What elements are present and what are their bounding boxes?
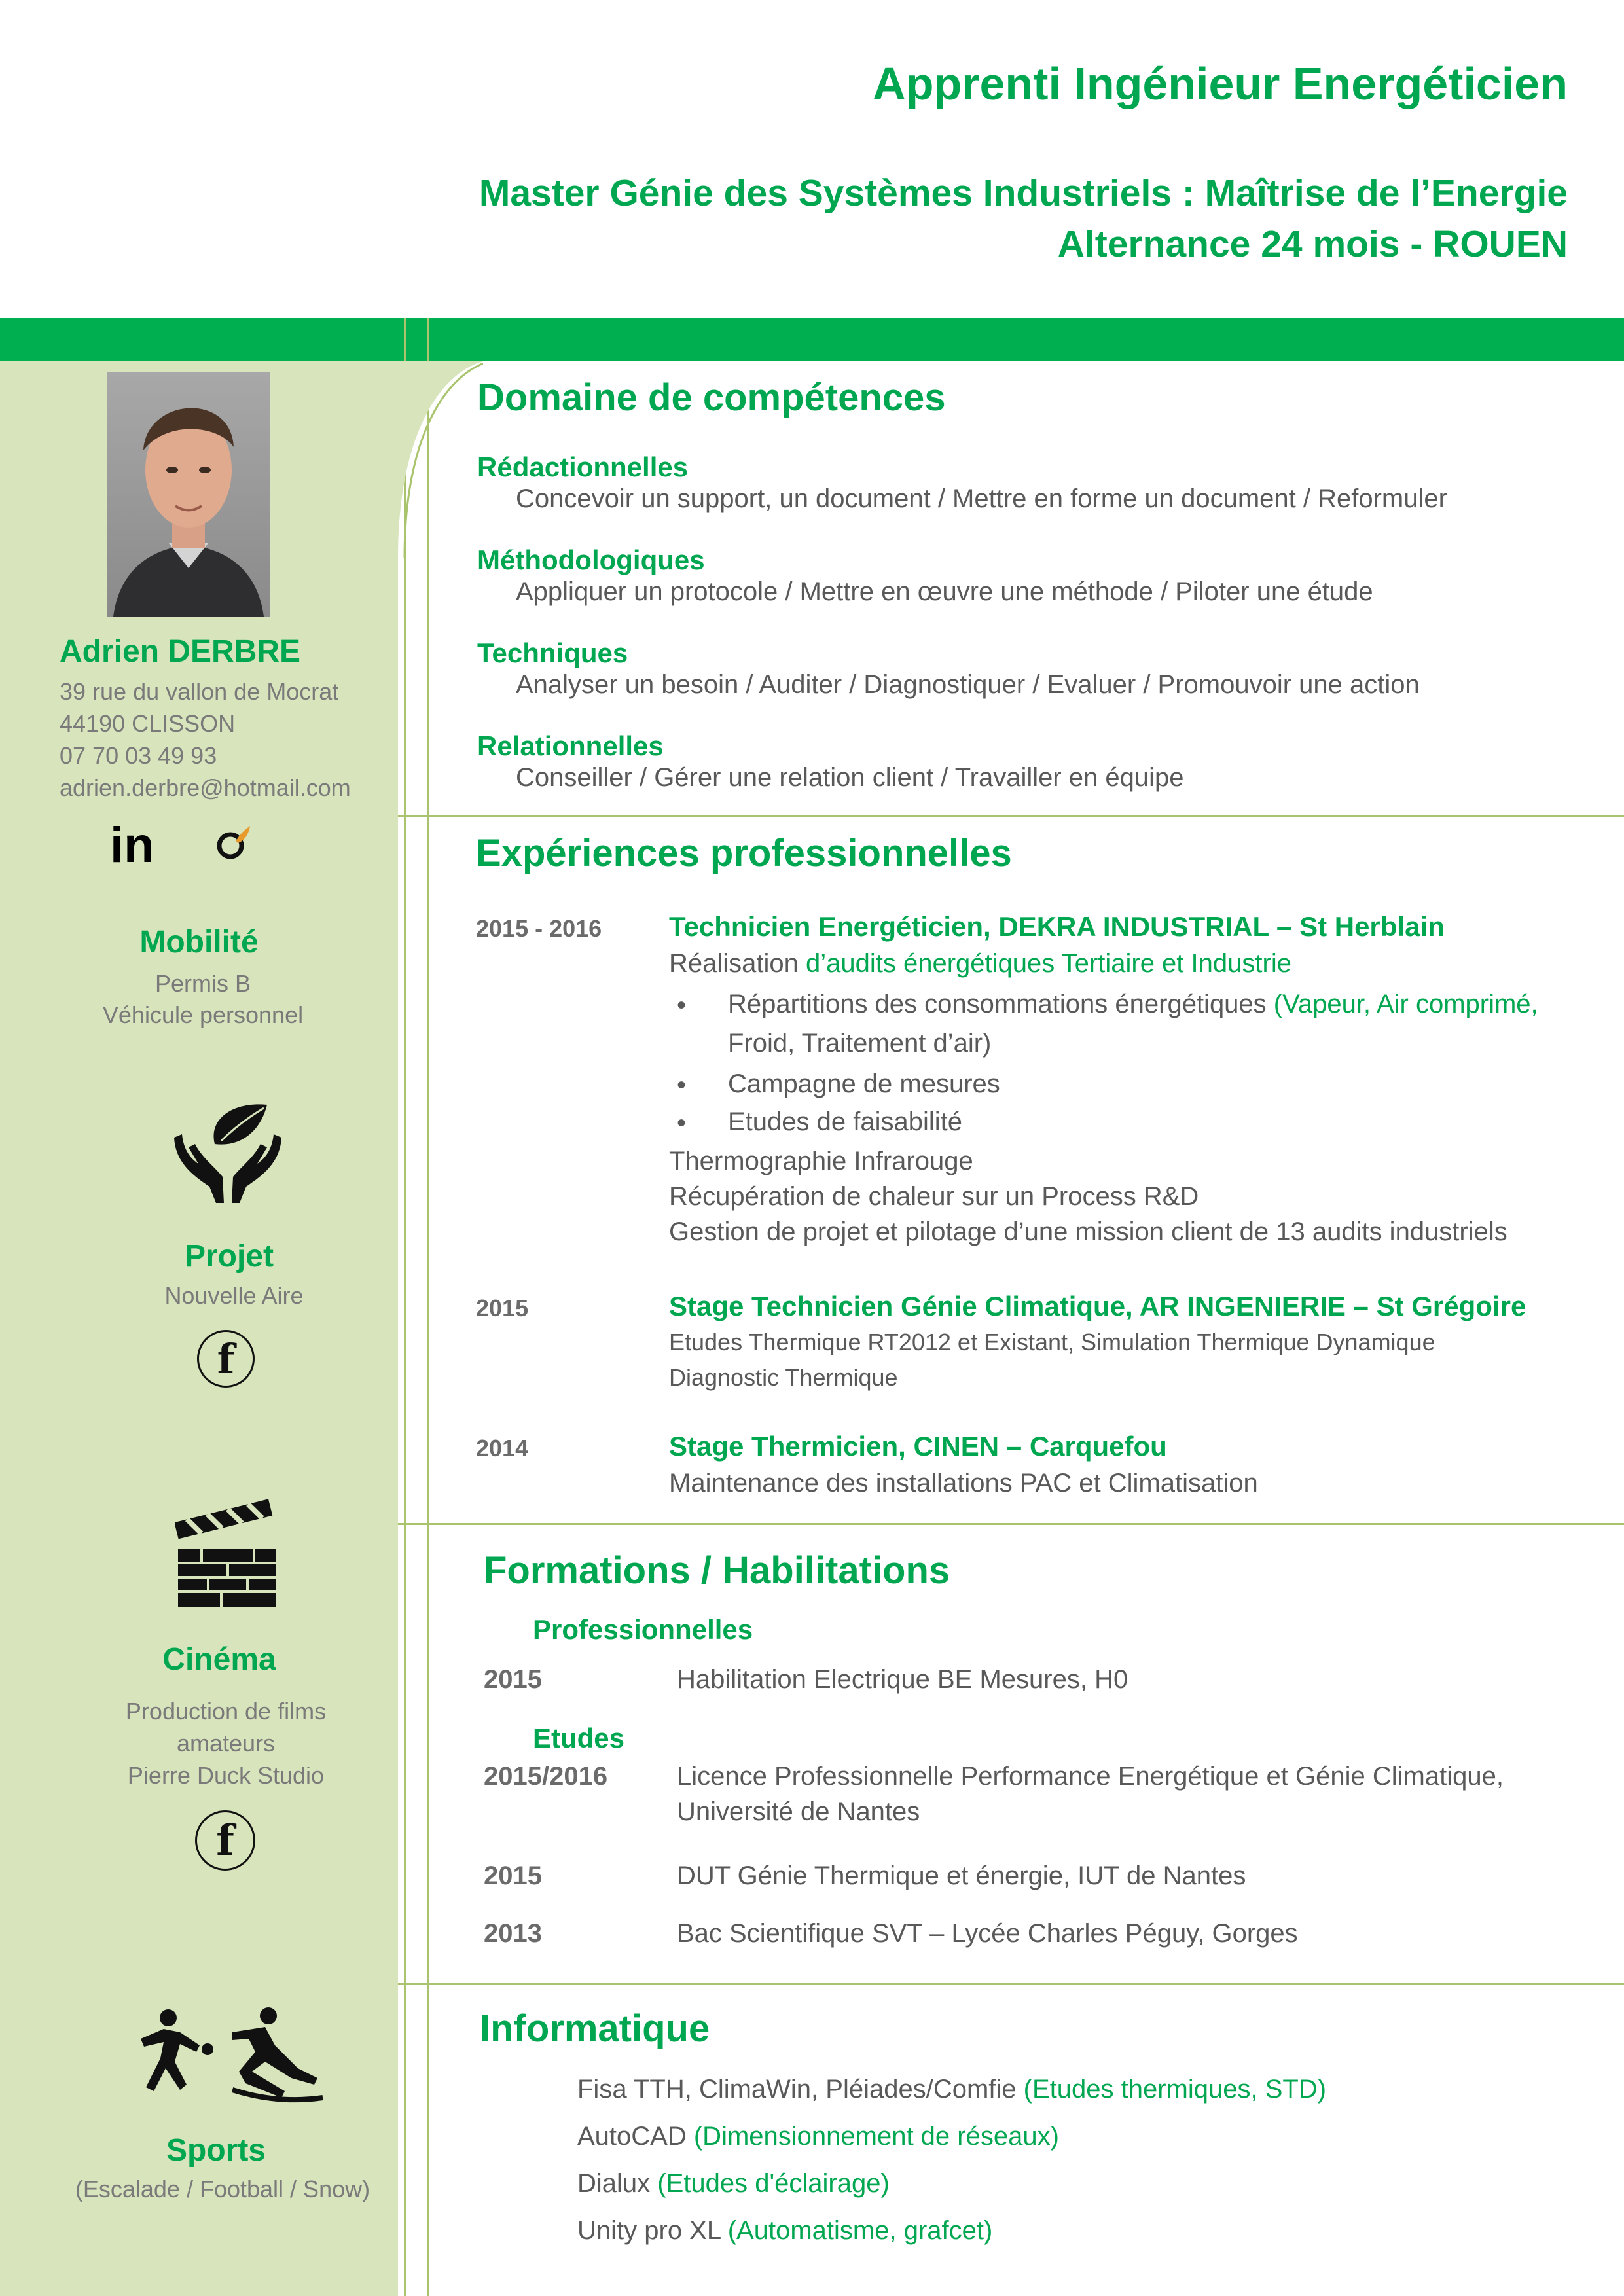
experience-section-title: Expériences professionnelles xyxy=(476,832,1012,874)
education-year: 2015 xyxy=(484,1665,542,1694)
cinema-line-3: Pierre Duck Studio xyxy=(127,1762,325,1789)
section-divider-1 xyxy=(398,815,1624,817)
education-section-title: Formations / Habilitations xyxy=(484,1549,950,1592)
education-text: Licence Professionnelle Performance Energétique et Génie Climatique, xyxy=(677,1762,1504,1791)
profile-photo xyxy=(107,372,270,617)
cinema-line-1: Production de films xyxy=(125,1698,327,1725)
page-title: Apprenti Ingénieur Energéticien xyxy=(873,58,1568,109)
viadeo-icon[interactable] xyxy=(213,822,253,861)
skill-label: Relationnelles xyxy=(477,730,664,761)
project-title: Projet xyxy=(184,1239,274,1274)
linkedin-icon[interactable]: in xyxy=(110,817,154,873)
skill-text: Appliquer un protocole / Mettre en œuvre une méthode / Piloter une étude xyxy=(516,577,1373,606)
job-line: Réalisation d’audits énergétiques Tertiaire et Industrie xyxy=(669,949,1291,978)
education-subsection: Professionnelles xyxy=(533,1614,753,1645)
job-line: Etudes Thermique RT2012 et Existant, Simulation Thermique Dynamique xyxy=(669,1329,1435,1355)
job-bullet: Campagne de mesures xyxy=(728,1069,1000,1098)
address-line-1: 39 rue du vallon de Mocrat xyxy=(60,678,339,705)
job-year: 2015 - 2016 xyxy=(476,915,602,942)
mobility-title: Mobilité xyxy=(139,925,259,960)
it-section-title: Informatique xyxy=(480,2007,710,2050)
job-line: Gestion de projet et pilotage d’une mission client de 13 audits industriels xyxy=(669,1217,1507,1246)
job-title: Stage Technicien Génie Climatique, AR INGENIERIE – St Grégoire xyxy=(669,1291,1526,1321)
skill-text: Concevoir un support, un document / Mettre en forme un document / Reformuler xyxy=(516,484,1447,513)
education-text: DUT Génie Thermique et énergie, IUT de Nantes xyxy=(677,1861,1246,1890)
it-item: Dialux (Etudes d'éclairage) xyxy=(577,2169,890,2198)
alternance-subtitle: Alternance 24 mois - ROUEN xyxy=(1057,223,1568,265)
skill-text: Conseiller / Gérer une relation client / Travailler en équipe xyxy=(516,763,1184,792)
skills-section-title: Domaine de compétences xyxy=(477,376,946,419)
job-year: 2014 xyxy=(476,1435,529,1462)
job-line: Diagnostic Thermique xyxy=(669,1364,898,1391)
cinema-title: Cinéma xyxy=(162,1642,276,1677)
cinema-line-2: amateurs xyxy=(176,1730,276,1757)
bullet-dot: • xyxy=(677,1071,687,1100)
education-subsection: Etudes xyxy=(533,1723,625,1753)
facebook-icon-project[interactable]: f xyxy=(197,1330,255,1388)
green-header-bar xyxy=(0,318,1624,361)
skill-label: Méthodologiques xyxy=(477,545,705,575)
job-line: Thermographie Infrarouge xyxy=(669,1147,973,1175)
bullet-dot: • xyxy=(677,1109,687,1138)
candidate-name: Adrien DERBRE xyxy=(60,634,301,669)
education-year: 2013 xyxy=(484,1919,542,1948)
it-item: Fisa TTH, ClimaWin, Pléiades/Comfie (Etudes thermiques, STD) xyxy=(577,2075,1327,2104)
job-bullet: Etudes de faisabilité xyxy=(728,1107,963,1136)
education-text: Bac Scientifique SVT – Lycée Charles Péguy, Gorges xyxy=(677,1919,1298,1948)
sidebar-curve xyxy=(398,361,483,558)
section-divider-3 xyxy=(398,1983,1624,1985)
email-address: adrien.derbre@hotmail.com xyxy=(60,774,351,801)
bullet-dot: • xyxy=(677,991,687,1020)
skill-text: Analyser un besoin / Auditer / Diagnostiquer / Evaluer / Promouvoir une action xyxy=(516,670,1420,699)
it-item: AutoCAD (Dimensionnement de réseaux) xyxy=(577,2122,1059,2151)
hands-leaf-icon xyxy=(169,1098,287,1210)
education-text: Université de Nantes xyxy=(677,1797,920,1826)
project-name: Nouvelle Aire xyxy=(164,1282,304,1309)
it-item: Unity pro XL (Automatisme, grafcet) xyxy=(577,2216,993,2245)
sports-title: Sports xyxy=(166,2133,266,2168)
education-text: Habilitation Electrique BE Mesures, H0 xyxy=(677,1665,1128,1694)
skill-label: Rédactionnelles xyxy=(477,452,689,482)
job-year: 2015 xyxy=(476,1295,529,1321)
job-bullet: Répartitions des consommations énergétiques (Vapeur, Air comprimé, xyxy=(728,990,1538,1018)
sports-icon xyxy=(134,2006,324,2111)
education-year: 2015/2016 xyxy=(484,1762,608,1791)
job-title: Stage Thermicien, CINEN – Carquefou xyxy=(669,1431,1167,1462)
mobility-vehicle: Véhicule personnel xyxy=(102,1001,304,1028)
address-line-2: 44190 CLISSON xyxy=(60,710,236,737)
education-year: 2015 xyxy=(484,1861,542,1890)
sports-list: (Escalade / Football / Snow) xyxy=(75,2176,370,2202)
job-line: Maintenance des installations PAC et Climatisation xyxy=(669,1469,1258,1498)
job-bullet-continuation: Froid, Traitement d’air) xyxy=(728,1029,992,1058)
job-line: Récupération de chaleur sur un Process R&D xyxy=(669,1182,1199,1211)
section-divider-2 xyxy=(398,1523,1624,1525)
facebook-icon-cinema[interactable]: f xyxy=(195,1810,255,1871)
skill-label: Techniques xyxy=(477,637,628,668)
job-title: Technicien Energéticien, DEKRA INDUSTRIAL – St Herblain xyxy=(669,911,1445,942)
clapperboard-icon xyxy=(175,1498,280,1610)
master-subtitle: Master Génie des Systèmes Industriels : Maîtrise de l’Energie xyxy=(478,172,1568,214)
phone-number: 07 70 03 49 93 xyxy=(60,742,217,769)
mobility-license: Permis B xyxy=(154,970,251,997)
